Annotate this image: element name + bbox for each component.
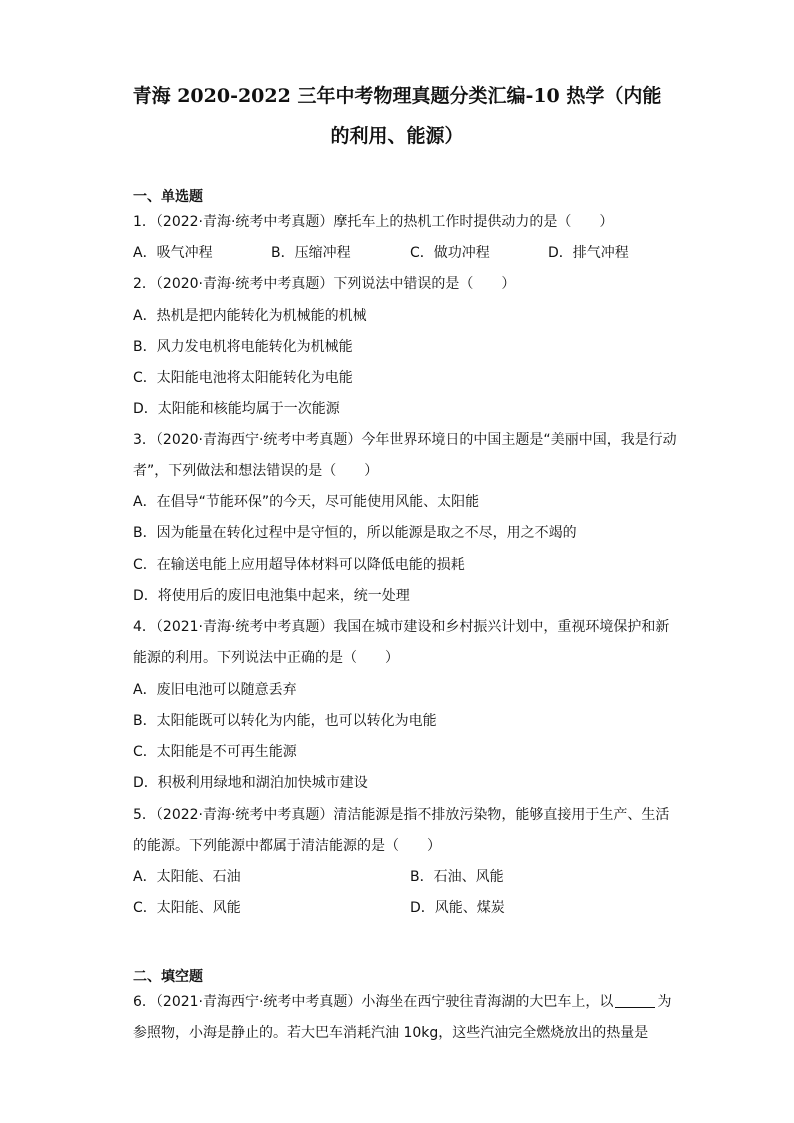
title-line-1: 青海 2020-2022 三年中考物理真题分类汇编-10 热学（内能 [132, 85, 662, 107]
question-2-option-c: C．太阳能电池将太阳能转化为电能 [133, 370, 353, 386]
question-3-stem-line-1: 3．（2020·青海西宁·统考中考真题）今年世界环境日的中国主题是“美丽中国，我是行动 [133, 432, 677, 448]
question-5-option-a: A．太阳能、石油 [133, 869, 241, 885]
question-2-stem: 2．（2020·青海·统考中考真题）下列说法中错误的是（ ） [133, 276, 516, 292]
question-5-option-d: D．风能、煤炭 [410, 900, 505, 916]
document-title [118, 76, 676, 156]
question-2-option-d: D．太阳能和核能均属于一次能源 [133, 401, 340, 417]
section-heading-single-choice: 一、单选题 [133, 189, 203, 205]
question-2-option-a: A．热机是把内能转化为机械能的机械 [133, 308, 367, 324]
question-5-option-b: B．石油、风能 [410, 869, 504, 885]
question-3-option-a: A．在倡导“节能环保”的今天，尽可能使用风能、太阳能 [133, 494, 480, 510]
question-1-option-c: C．做功冲程 [410, 245, 490, 261]
question-6-stem-part-b: 为 [657, 994, 672, 1010]
answer-blank[interactable] [615, 993, 655, 1008]
question-1-option-d: D．排气冲程 [548, 245, 629, 261]
question-4-option-c: C．太阳能是不可再生能源 [133, 744, 297, 760]
question-1-option-b: B．压缩冲程 [271, 245, 351, 261]
question-4-stem-line-2: 能源的利用。下列说法中正确的是（ ） [133, 650, 399, 666]
question-5-option-c: C．太阳能、风能 [133, 900, 241, 916]
question-3-option-d: D．将使用后的废旧电池集中起来，统一处理 [133, 588, 410, 604]
question-6-stem-part-a: 6．（2021·青海西宁·统考中考真题）小海坐在西宁驶往青海湖的大巴车上，以 [133, 994, 614, 1010]
question-1-option-a: A．吸气冲程 [133, 245, 213, 261]
section-heading-fill-in: 二、填空题 [133, 969, 203, 985]
question-5-stem-line-2: 的能源。下列能源中都属于清洁能源的是（ ） [133, 838, 441, 854]
question-3-option-c: C．在输送电能上应用超导体材料可以降低电能的损耗 [133, 557, 465, 573]
title-line-2: 的利用、能源） [330, 125, 464, 147]
question-4-stem-line-1: 4．（2021·青海·统考中考真题）我国在城市建设和乡村振兴计划中，重视环境保护和新 [133, 619, 670, 635]
question-3-option-b: B．因为能量在转化过程中是守恒的，所以能源是取之不尽，用之不竭的 [133, 525, 577, 541]
question-5-stem-line-1: 5．（2022·青海·统考中考真题）清洁能源是指不排放污染物，能够直接用于生产、生活 [133, 807, 670, 823]
question-6-stem-line-2: 参照物，小海是静止的。若大巴车消耗汽油 10kg，这些汽油完全燃烧放出的热量是 [133, 1025, 649, 1041]
question-4-option-b: B．太阳能既可以转化为内能，也可以转化为电能 [133, 713, 437, 729]
question-6-stem-line-1 [133, 992, 671, 1012]
question-4-option-a: A．废旧电池可以随意丢弃 [133, 682, 297, 698]
question-4-option-d: D．积极利用绿地和湖泊加快城市建设 [133, 775, 368, 791]
question-3-stem-line-2: 者”，下列做法和想法错误的是（ ） [133, 463, 379, 479]
question-1-stem: 1．（2022·青海·统考中考真题）摩托车上的热机工作时提供动力的是（ ） [133, 214, 614, 230]
question-2-option-b: B．风力发电机将电能转化为机械能 [133, 339, 353, 355]
